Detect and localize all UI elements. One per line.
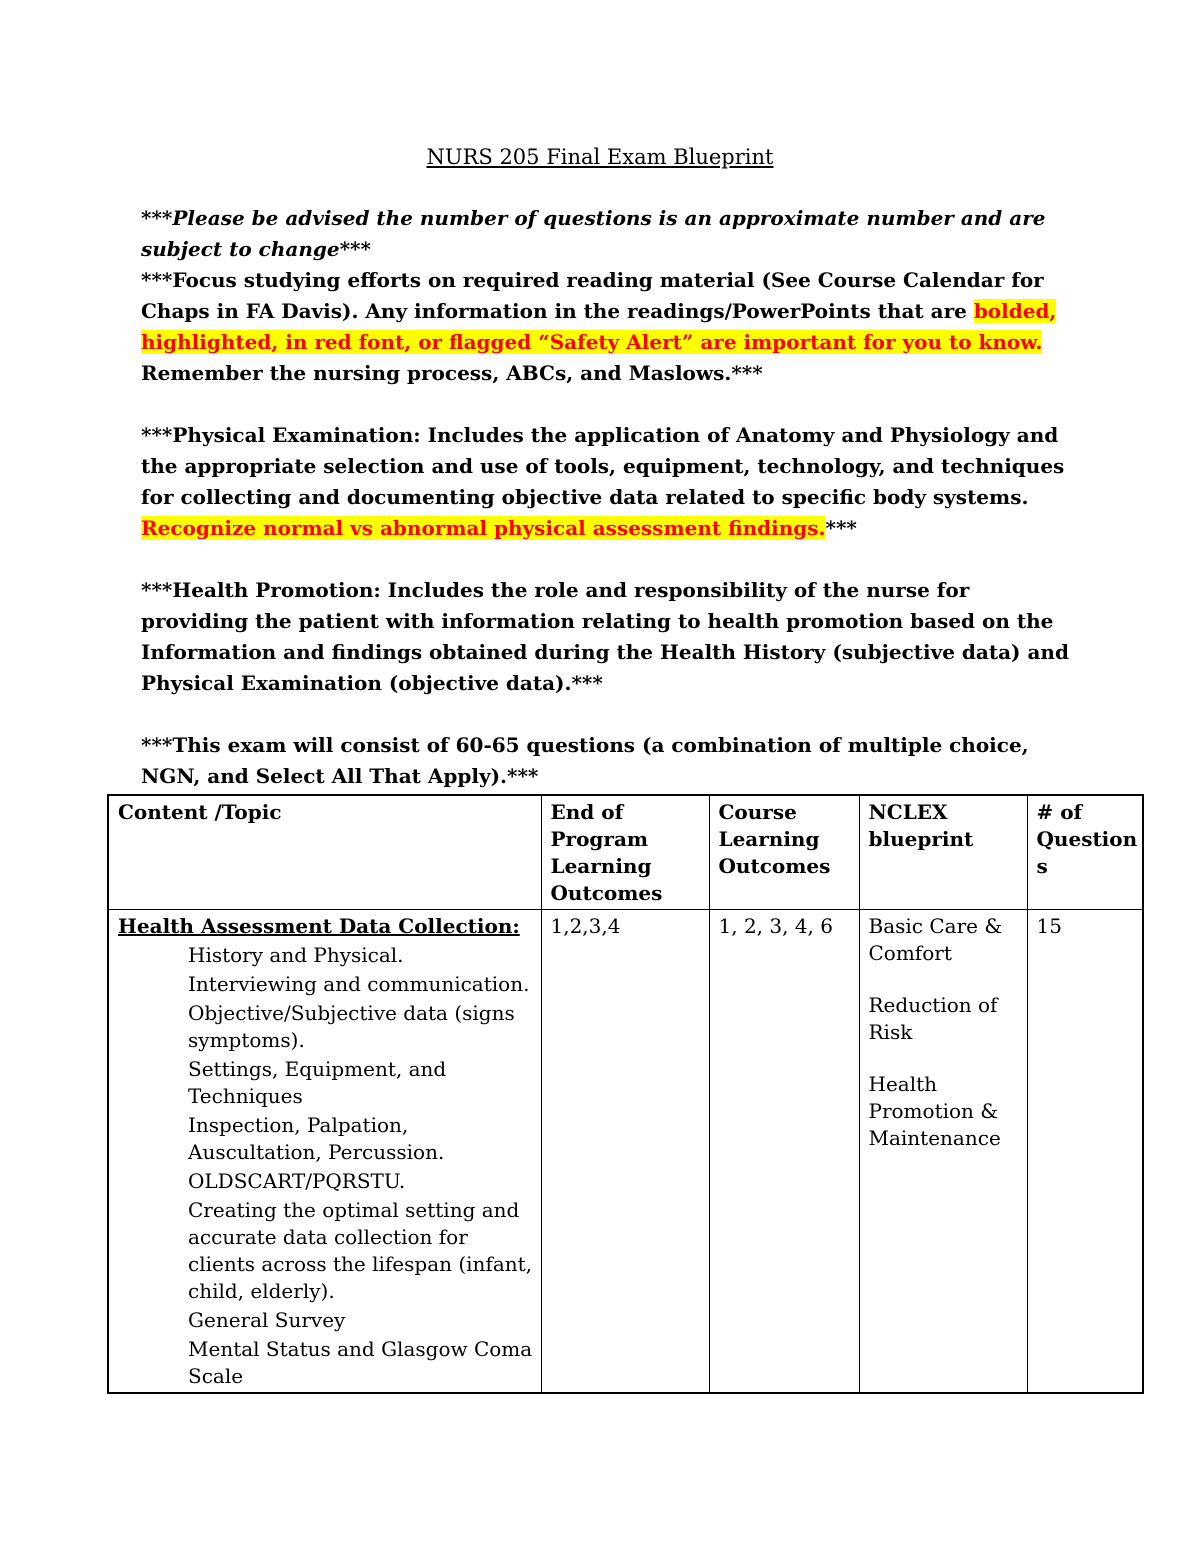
list-item: Objective/Subjective data (signs symptoms). bbox=[188, 1001, 515, 1052]
physical-tail: *** bbox=[825, 516, 857, 540]
list-item: Inspection, Palpation, Auscultation, Percussion. bbox=[188, 1113, 445, 1164]
table-row bbox=[108, 910, 1143, 1394]
topic-list bbox=[118, 942, 533, 1390]
list-item: OLDSCART/PQRSTU. bbox=[188, 1169, 406, 1193]
exam-note-paragraph: ***This exam will consist of 60-65 questions (a combination of multiple choice, NGN, and Select All That Apply).*** bbox=[141, 733, 1029, 788]
question-count-cell: 15 bbox=[1027, 910, 1143, 1394]
focus-tail: Remember the nursing process, ABCs, and Maslows.*** bbox=[141, 361, 763, 385]
program-outcomes-cell: 1,2,3,4 bbox=[541, 910, 709, 1394]
document-title: NURS 205 Final Exam Blueprint bbox=[426, 145, 774, 169]
list-item: History and Physical. bbox=[188, 943, 404, 967]
list-item: Creating the optimal setting and accurate data collection for clients across the lifespan (infant, child, elderly). bbox=[188, 1198, 533, 1303]
header-nclex-blueprint: NCLEX blueprint bbox=[859, 795, 1027, 910]
nclex-basic-care: Basic Care & Comfort bbox=[868, 914, 1003, 965]
header-content-topic: Content /Topic bbox=[108, 795, 541, 910]
health-promotion-paragraph: ***Health Promotion: Includes the role and responsibility of the nurse for providing the patient with information relating to health promotion based on the Information and findings obtained during the Health History (subjective data) and Physical Examination (objective data).*** bbox=[141, 578, 1069, 695]
list-item: Mental Status and Glasgow Coma Scale bbox=[188, 1337, 533, 1388]
header-question-count: # of Question s bbox=[1027, 795, 1143, 910]
document-body bbox=[141, 203, 1071, 792]
nclex-reduction-of-risk: Reduction of Risk bbox=[868, 993, 998, 1044]
table-header-row bbox=[108, 795, 1143, 910]
list-item: Interviewing and communication. bbox=[188, 972, 530, 996]
header-program-outcomes: End of Program Learning Outcomes bbox=[541, 795, 709, 910]
focus-paragraph bbox=[141, 265, 1071, 389]
physical-lead: ***Physical Examination: Includes the application of Anatomy and Physiology and the appropriate selection and use of tools, equipment, technology, and techniques for collecting and documenting objective data related to specific body systems. bbox=[141, 423, 1065, 509]
course-outcomes-cell: 1, 2, 3, 4, 6 bbox=[709, 910, 859, 1394]
header-course-outcomes: Course Learning Outcomes bbox=[709, 795, 859, 910]
content-topic-cell bbox=[108, 910, 541, 1394]
section-heading: Health Assessment Data Collection: bbox=[118, 914, 520, 938]
physical-highlight: Recognize normal vs abnormal physical assessment findings. bbox=[141, 516, 826, 540]
advisory-note: ***Please be advised the number of questions is an approximate number and are subject to change*** bbox=[141, 206, 1046, 261]
nclex-cell bbox=[859, 910, 1027, 1394]
focus-highlight: bolded, highlighted, in red font, or flagged “Safety Alert” are important for you to know. bbox=[141, 299, 1057, 354]
focus-lead: ***Focus studying efforts on required reading material (See Course Calendar for Chaps in FA Davis). Any information in the readings/PowerPoints that are bbox=[141, 268, 1044, 323]
nclex-health-promotion: Health Promotion & Maintenance bbox=[868, 1072, 1001, 1150]
list-item: Settings, Equipment, and Techniques bbox=[188, 1057, 447, 1108]
physical-exam-paragraph bbox=[141, 420, 1071, 544]
list-item: General Survey bbox=[188, 1308, 346, 1332]
blueprint-table bbox=[107, 794, 1144, 1394]
